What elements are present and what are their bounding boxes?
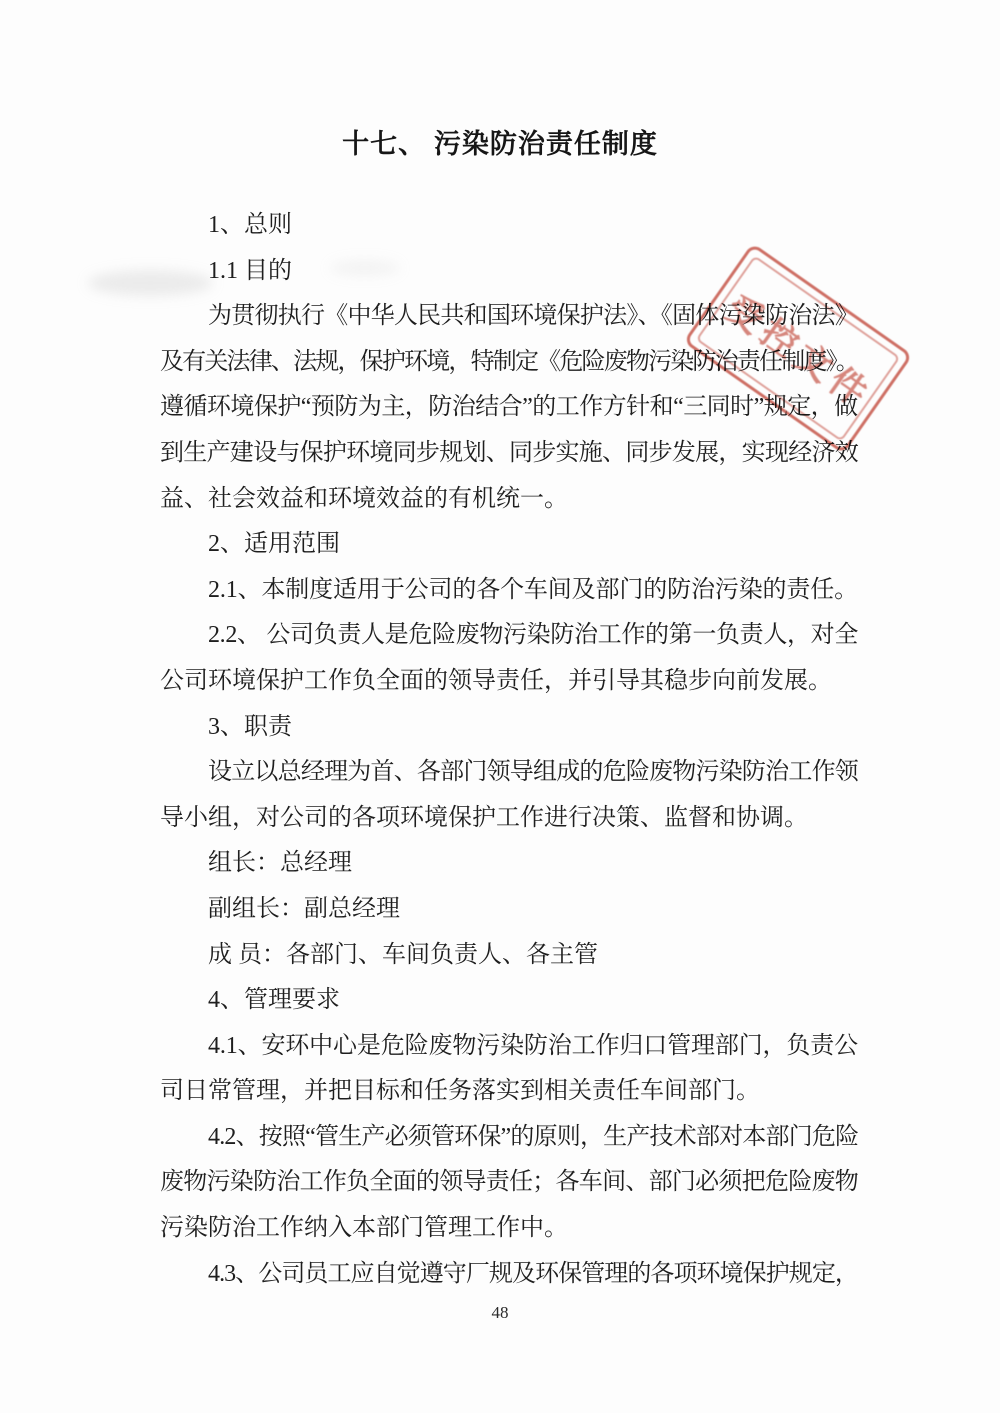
text-line: 益、社会效益和环境效益的有机统一。 bbox=[160, 485, 568, 512]
page-number: 48 bbox=[491, 1303, 509, 1322]
text-line: 2、适用范围 bbox=[208, 531, 340, 558]
text-line: 1、总则 bbox=[208, 212, 292, 238]
text-line: 遵循环境保护“预防为主，防治结合”的工作方针和“三同时”规定，做 bbox=[160, 394, 858, 421]
text-line: 1.1 目的 bbox=[208, 257, 292, 284]
text-line: 4、管理要求 bbox=[208, 987, 340, 1014]
text-line: 4.1、安环中心是危险废物污染防治工作归口管理部门，负责公 bbox=[208, 1032, 858, 1059]
text-line: 为贯彻执行《中华人民共和国环境保护法》、《固体污染防治法》 bbox=[208, 303, 858, 330]
text-line: 及有关法律、法规，保护环境，特制定《危险废物污染防治责任制度》。 bbox=[160, 348, 858, 375]
text-line: 2.1、本制度适用于公司的各个车间及部门的防治污染的责任。 bbox=[208, 576, 858, 603]
text-line: 设立以总经理为首、各部门领导组成的危险废物污染防治工作领 bbox=[208, 759, 858, 786]
text-line: 3、职责 bbox=[208, 713, 292, 740]
text-line: 副组长：副总经理 bbox=[208, 895, 400, 922]
text-line: 污染防治工作纳入本部门管理工作中。 bbox=[160, 1215, 568, 1242]
document-title: 十七、 污染防治责任制度 bbox=[342, 129, 658, 159]
text-line: 公司环境保护工作负全面的领导责任，并引导其稳步向前发展。 bbox=[160, 667, 832, 694]
text-line: 司日常管理，并把目标和任务落实到相关责任车间部门。 bbox=[160, 1078, 760, 1105]
text-line: 导小组，对公司的各项环境保护工作进行决策、监督和协调。 bbox=[160, 804, 808, 831]
text-line: 组长：总经理 bbox=[208, 850, 352, 877]
text-line: 成 员：各部门、车间负责人、各主管 bbox=[208, 941, 598, 968]
text-line: 到生产建设与保护环境同步规划、同步实施、同步发展，实现经济效 bbox=[160, 439, 858, 466]
text-line: 废物污染防治工作负全面的领导责任；各车间、部门必须把危险废物 bbox=[160, 1169, 858, 1196]
text-line: 2.2、 公司负责人是危险废物污染防治工作的第一负责人，对全 bbox=[208, 622, 858, 649]
stamp-text: 受控文件 bbox=[718, 287, 880, 417]
text-line: 4.2、按照“管生产必须管环保”的原则，生产技术部对本部门危险 bbox=[208, 1123, 859, 1150]
text-line: 4.3、公司员工应自觉遵守厂规及环保管理的各项环境保护规定， bbox=[208, 1260, 858, 1287]
